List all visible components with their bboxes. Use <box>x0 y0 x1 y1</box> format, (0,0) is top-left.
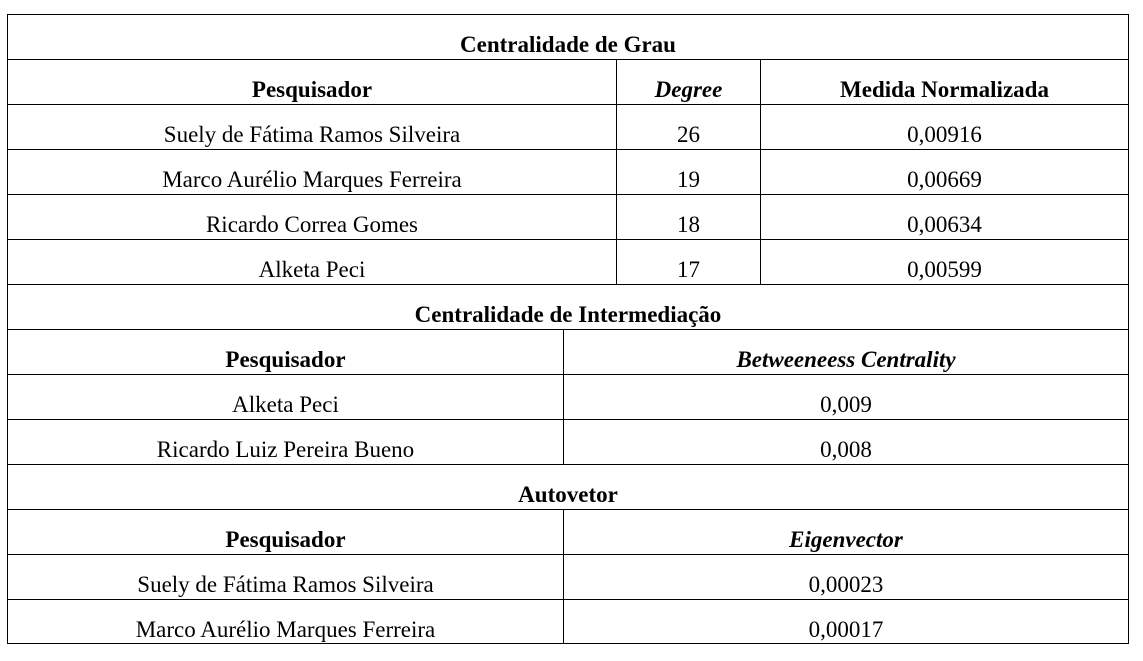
degree-value: 18 <box>616 195 760 239</box>
header-row-degree <box>8 60 1128 105</box>
researcher-name: Marco Aurélio Marques Ferreira <box>162 167 462 192</box>
header-eigenvector: Eigenvector <box>563 510 1128 554</box>
researcher-name: Suely de Fátima Ramos Silveira <box>163 122 461 147</box>
normalized-value: 0,00669 <box>760 150 1128 194</box>
centrality-table <box>7 14 1129 644</box>
degree-value: 19 <box>616 150 760 194</box>
table-row <box>8 150 1128 195</box>
table-row <box>8 195 1128 240</box>
degree-value: 17 <box>616 240 760 284</box>
eigenvector-value: 0,00023 <box>563 555 1128 599</box>
researcher-name: Suely de Fátima Ramos Silveira <box>137 572 434 597</box>
header-betweenness-centrality: Betweeneess Centrality <box>563 330 1128 374</box>
degree-value: 26 <box>616 105 760 149</box>
section-title-row-degree <box>8 15 1128 60</box>
table-row <box>8 375 1128 420</box>
table-row <box>8 105 1128 150</box>
header-degree: Degree <box>616 60 760 104</box>
header-row-betweenness <box>8 330 1128 375</box>
normalized-value: 0,00634 <box>760 195 1128 239</box>
header-row-eigenvector <box>8 510 1128 555</box>
table-row <box>8 600 1128 645</box>
table-row <box>8 420 1128 465</box>
eigenvector-value: 0,00017 <box>563 600 1128 644</box>
header-pesquisador: Pesquisador <box>251 77 373 102</box>
section-title-eigenvector: Autovetor <box>518 482 618 507</box>
header-pesquisador: Pesquisador <box>225 347 346 372</box>
section-title-row-eigenvector <box>8 465 1128 510</box>
betweenness-value: 0,008 <box>563 420 1128 464</box>
header-medida-normalizada: Medida Normalizada <box>760 60 1128 104</box>
researcher-name: Alketa Peci <box>258 257 366 282</box>
section-title-degree: Centralidade de Grau <box>460 32 676 57</box>
researcher-name: Ricardo Luiz Pereira Bueno <box>156 437 415 462</box>
researcher-name: Ricardo Correa Gomes <box>205 212 419 237</box>
normalized-value: 0,00916 <box>760 105 1128 149</box>
header-pesquisador: Pesquisador <box>225 527 346 552</box>
section-title-betweenness: Centralidade de Intermediação <box>414 302 722 327</box>
betweenness-value: 0,009 <box>563 375 1128 419</box>
table-row <box>8 555 1128 600</box>
table-row <box>8 240 1128 285</box>
researcher-name: Marco Aurélio Marques Ferreira <box>135 617 436 642</box>
normalized-value: 0,00599 <box>760 240 1128 284</box>
section-title-row-betweenness <box>8 285 1128 330</box>
researcher-name: Alketa Peci <box>232 392 339 417</box>
